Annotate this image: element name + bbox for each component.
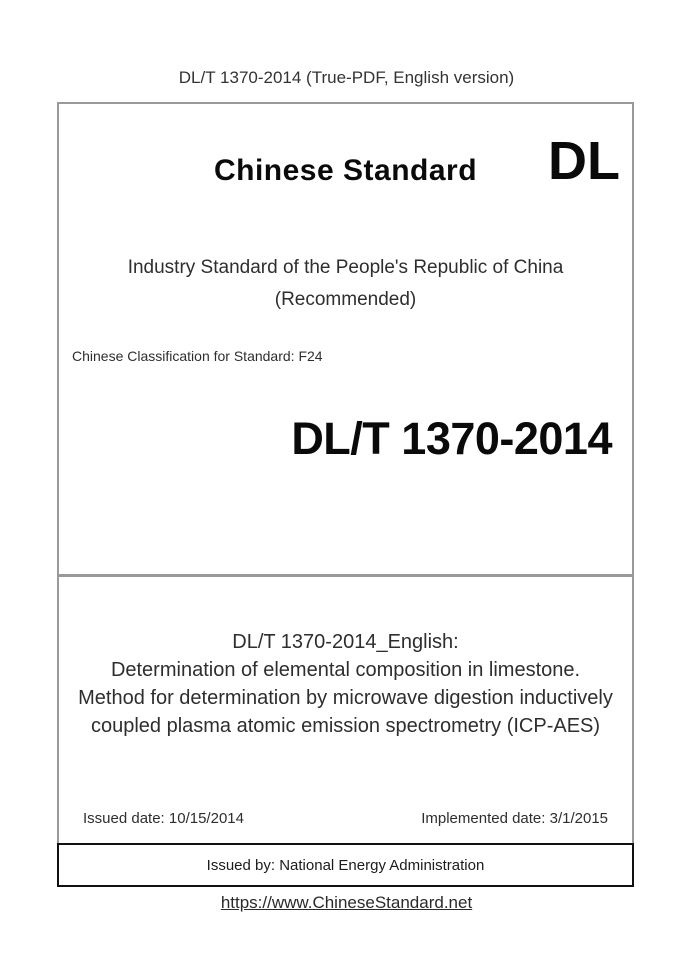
issued-by-label: Issued by: National Energy Administration bbox=[206, 856, 485, 874]
footer-link[interactable]: https://www.ChineseStandard.net bbox=[220, 893, 473, 912]
english-title-line1: DL/T 1370-2014_English: bbox=[232, 631, 459, 653]
standard-number: DL/T 1370-2014 bbox=[291, 413, 612, 464]
english-title-line2: Determination of elemental composition in limestone. bbox=[110, 659, 581, 681]
dates-row bbox=[59, 810, 632, 827]
cover-subtitle-block bbox=[59, 252, 632, 316]
issuer-box bbox=[57, 843, 634, 887]
classification-label: Chinese Classification for Standard: F24 bbox=[72, 348, 323, 364]
implemented-date-label: Implemented date: 3/1/2015 bbox=[421, 810, 608, 827]
cover-title: Chinese Standard bbox=[213, 154, 478, 187]
english-title-line3: Method for determination by microwave digestion inductively bbox=[78, 687, 613, 709]
english-title-line4: coupled plasma atomic emission spectrometry (ICP-AES) bbox=[90, 715, 601, 737]
document-header-title: DL/T 1370-2014 (True-PDF, English version) bbox=[178, 68, 515, 87]
issued-date-label: Issued date: 10/15/2014 bbox=[83, 810, 244, 827]
section-divider bbox=[59, 574, 632, 577]
english-title-block bbox=[59, 628, 632, 740]
cover-subtitle-line2: (Recommended) bbox=[274, 289, 417, 310]
cover-main-box bbox=[57, 102, 634, 843]
dl-logo: DL bbox=[548, 131, 620, 191]
footer-link-row bbox=[0, 893, 693, 913]
cover-subtitle-line1: Industry Standard of the People's Republic of China bbox=[127, 257, 564, 278]
